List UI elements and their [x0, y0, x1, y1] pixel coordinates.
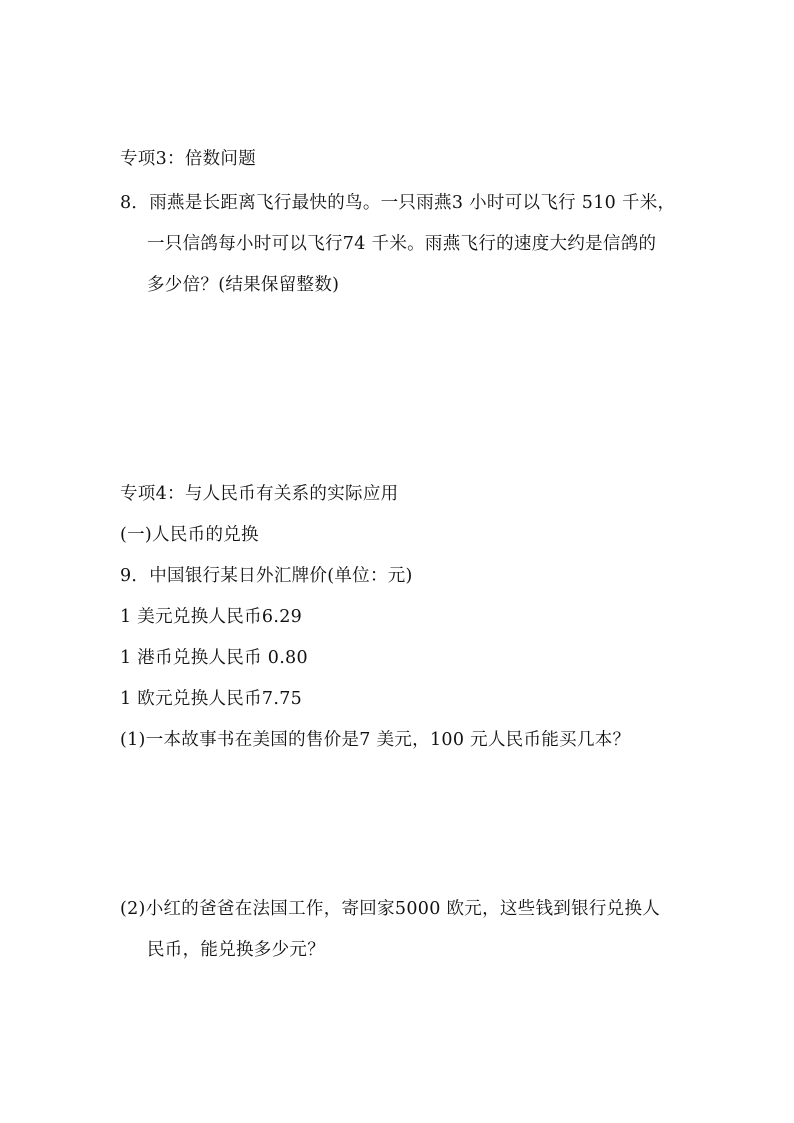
q9-part1: (1)一本故事书在美国的售价是7 美元，100 元人民币能买几本？: [120, 730, 631, 750]
q8-line2: 一只信鸽每小时可以飞行74 千米。雨燕飞行的速度大约是信鸽的: [147, 234, 657, 254]
q8-line1: 8．雨燕是长距离飞行最快的鸟。一只雨燕3 小时可以飞行 510 千米，: [120, 193, 676, 213]
q9-intro: 9．中国银行某日外汇牌价(单位：元): [120, 566, 413, 586]
q8-line3: 多少倍？(结果保留整数): [147, 275, 340, 295]
section4-heading: 专项4：与人民币有关系的实际应用: [120, 484, 399, 504]
rate-usd: 1 美元兑换人民币6.29: [120, 607, 303, 627]
q9-part2-line2: 民币，能兑换多少元？: [147, 940, 325, 960]
q9-part2-line1: (2)小红的爸爸在法国工作，寄回家5000 欧元，这些钱到银行兑换人: [120, 899, 661, 919]
section3-heading: 专项3：倍数问题: [120, 149, 257, 169]
section4-subheading: (一)人民币的兑换: [120, 525, 259, 545]
rate-hkd: 1 港币兑换人民币 0.80: [120, 648, 308, 668]
rate-eur: 1 欧元兑换人民币7.75: [120, 689, 303, 709]
